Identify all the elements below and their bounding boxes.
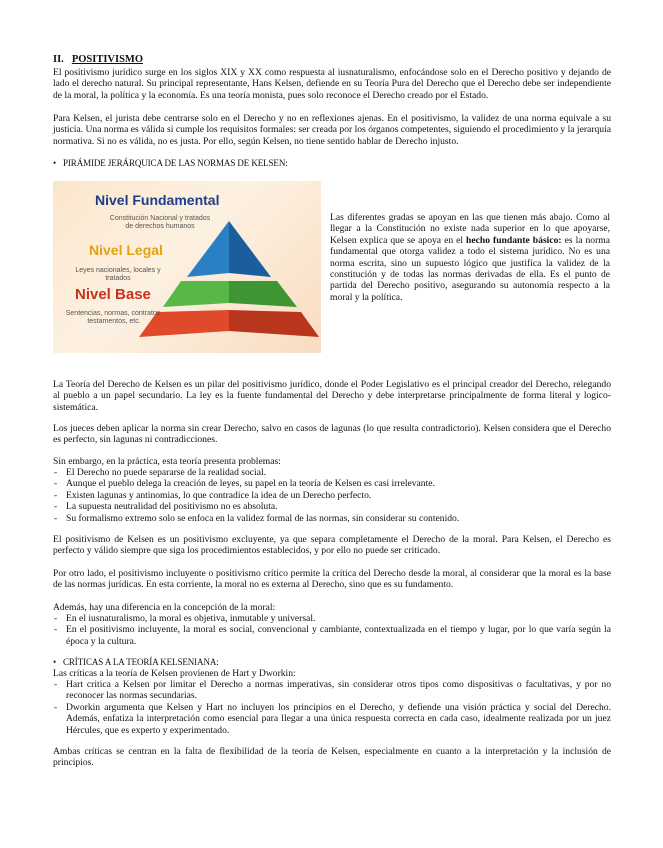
list-item: - Su formalismo extremo solo se enfoca en la validez formal de las normas, sin considerar su contenido. (53, 513, 611, 524)
heading-criticas: • CRÍTICAS A LA TEORÍA KELSENIANA: (53, 657, 611, 668)
paragraph-problemas-intro: Sin embargo, en la práctica, esta teoría presenta problemas: (53, 456, 281, 467)
section-number: II. (53, 54, 64, 65)
pyramid-figure (53, 181, 321, 353)
pyramid-top-right (229, 221, 271, 277)
list-item: - Existen lagunas y antinomias, lo que contradice la idea de un Derecho perfecto. (53, 490, 611, 501)
list-item: - Hart critica a Kelsen por limitar el Derecho a normas imperativas, sin considerar otros tipos como dispositivas o facultativas, y por no reconocer las normas secundarias. (53, 679, 611, 702)
pyramid-base-right (229, 310, 319, 337)
criticas-list (53, 679, 611, 736)
list-item: - En el positivismo incluyente, la moral es social, convencional y cambiante, contextualizada en el tiempo y lugar, por lo que varía según la época y la cultura. (53, 624, 611, 647)
heading-piramide: • PIRÁMIDE JERÁRQUICA DE LAS NORMAS DE KELSEN: (53, 158, 611, 169)
pyramid-fundamental-desc: Constitución Nacional y tratados de derechos humanos (109, 215, 211, 230)
paragraph-incluyente: Por otro lado, el positivismo incluyente o positivismo crítico permite la crítica del Derecho desde la moral, al considerar que la moral es la base de las normas jurídicas. En esta corriente, la moral no es externa al Derecho, sino que es su fundamento. (53, 568, 611, 591)
pyramid-legal-label: Nivel Legal (89, 242, 163, 258)
paragraph-teoria: La Teoría del Derecho de Kelsen es un pilar del positivismo jurídico, donde el Poder Legislativo es el principal creador del Derecho, relegando al pueblo a un papel secundario. La ley es la fuente fundamental del Derecho y debe interpretarse principalmente de forma literal y logico-sistemática. (53, 379, 611, 413)
pyramid-base-label: Nivel Base (75, 286, 151, 303)
paragraph-moral-intro: Además, hay una diferencia en la concepción de la moral: (53, 602, 276, 613)
list-item: - La supuesta neutralidad del positivismo no es absoluta. (53, 501, 611, 512)
list-item: - Aunque el pueblo delega la creación de leyes, su papel en la teoría de Kelsen es casi irrelevante. (53, 478, 611, 489)
paragraph-excluyente: El positivismo de Kelsen es un positivismo excluyente, ya que separa completamente el Derecho de la moral. Para Kelsen, el Derecho es perfecto y válido siempre que siga los procedimientos establecidos, y por ello no puede ser criticado. (53, 534, 611, 557)
problems-list (53, 467, 611, 524)
list-item: - El Derecho no puede separarse de la realidad social. (53, 467, 611, 478)
moral-list (53, 613, 611, 647)
pyramid-fundamental-label: Nivel Fundamental (95, 192, 220, 208)
section-heading (53, 54, 611, 66)
list-item: - Dworkin argumenta que Kelsen y Hart no incluyen los principios en el Derecho, y defiende una visión práctica y social del Derecho. Además, enfatiza la interpretación como esencial para llegar a una única respuesta correcta en cada caso, idealmente realizada por un juez Hércules, que es experto y experimentado. (53, 702, 611, 736)
paragraph-kelsen: Para Kelsen, el jurista debe centrarse solo en el Derecho y no en reflexiones ajenas. En el positivismo, la validez de una norma equivale a su justicia. Una norma es válida si cumple los requisitos formales: ser creada por los órganos competentes, siguiendo el procedimiento y la jerarquía normativa. Si no es válida, no es justa. Por ello, según Kelsen, no tiene sentido hablar de Derecho injusto. (53, 113, 611, 147)
pyramid-legal-desc: Leyes nacionales, locales y tratados (75, 267, 161, 282)
paragraph-conclusion: Ambas críticas se centran en la falta de flexibilidad de la teoría de Kelsen, especialmente en cuanto a la interpretación y la inclusión de principios. (53, 746, 611, 769)
pyramid-middle-right (229, 281, 297, 307)
pyramid-middle-left (163, 281, 229, 307)
paragraph-intro: El positivismo jurídico surge en los siglos XIX y XX como respuesta al iusnaturalismo, enfocándose solo en el Derecho positivo y dejando de lado el derecho natural. Su principal representante, Hans Kelsen, defiende en su Teoría Pura del Derecho que el Derecho debe ser independiente de la moral, la política y la economía. Es una teoría monista, pues solo reconoce el Derecho creado por el Estado. (53, 67, 611, 101)
pyramid-base-desc: Sentencias, normas, contratos, testamentos, etc. (65, 310, 163, 325)
explanation-text-start: Las diferentes gradas se apoyan en las que tienen más abajo. Como al llegar a la Constitución no existe nada superior en lo que apoyarse, Kelsen explica que se apoya en el (330, 212, 610, 246)
pyramid-explanation (330, 212, 610, 303)
explanation-text-end: es la norma fundamental que otorga validez a todo el sistema jurídico. No es una norma escrita, sino un supuesto lógico que justifica la validez de la constitución y de todas las normas derivadas de ella. Es el punto de partida del Derecho positivo, asegurando su autonomía respecto a la moral y la política. (330, 234, 611, 303)
paragraph-jueces: Los jueces deben aplicar la norma sin crear Derecho, salvo en casos de lagunas (lo que resulta contradictorio). Kelsen considera que el Derecho es perfecto, sin lagunas ni contradicciones. (53, 423, 611, 446)
list-item: - En el iusnaturalismo, la moral es objetiva, inmutable y universal. (53, 613, 611, 624)
paragraph-criticas-intro: Las críticas a la teoría de Kelsen provienen de Hart y Dworkin: (53, 668, 296, 679)
explanation-bold-term: hecho fundante básico: (466, 234, 562, 246)
section-title: POSITIVISMO (71, 54, 143, 65)
